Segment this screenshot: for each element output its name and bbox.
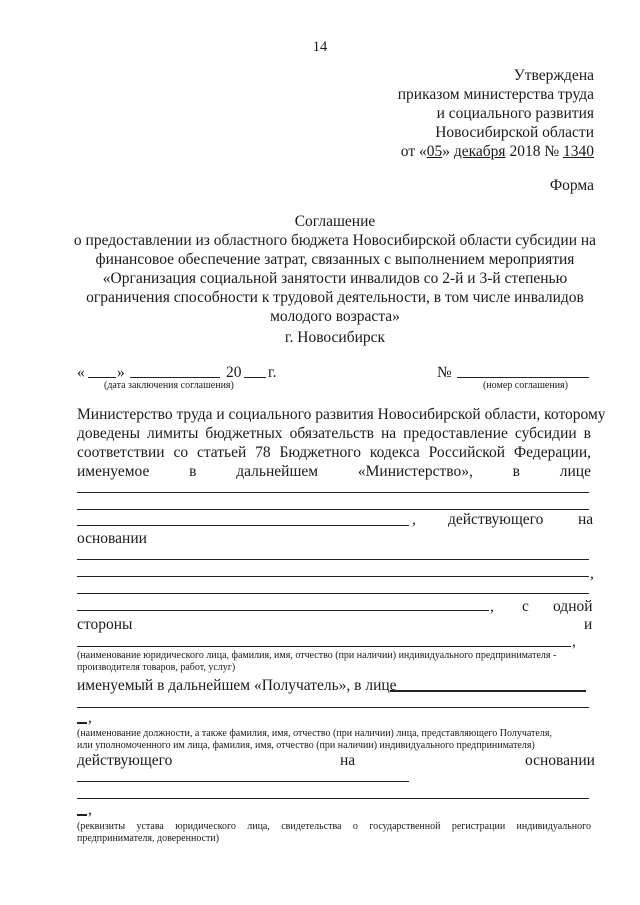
date-caption: (дата заключения соглашения) (104, 380, 234, 391)
approval-line-4: Новосибирской области (435, 124, 594, 141)
title-line-4: «Организация социальной занятости инвалидов со 2-й и 3-й степенью (102, 270, 568, 287)
quote-close: » (117, 364, 125, 381)
word-person: лице (559, 463, 591, 480)
title-line-2: о предоставлении из областного бюджета Новосибирской области субсидии на (73, 232, 597, 249)
quote-open: « (77, 364, 85, 381)
approval-day: 05 (426, 143, 443, 160)
form-label: Форма (549, 177, 594, 194)
page-number: 14 (312, 39, 328, 55)
recipient-rep-line-1[interactable] (390, 690, 586, 692)
comma-6: , (88, 801, 92, 818)
date-prefix: от « (400, 143, 427, 160)
year-prefix: 20 (226, 364, 242, 381)
number-caption: (номер соглашения) (483, 380, 568, 391)
date-mid: » (442, 143, 454, 160)
body-line-4 (77, 463, 591, 481)
word-in-2: в (512, 463, 520, 480)
caption-1-line-1: (наименование юридического лица, фамилия, имя, отчество (при наличии) индивидуального предпринимателя - (77, 650, 557, 661)
comma-5: , (88, 709, 92, 726)
year-no: 2018 № (505, 143, 563, 160)
year-suffix: г. (268, 364, 277, 381)
title-line-5: ограничения способности к трудовой деятельности, в том числе инвалидов (86, 289, 584, 306)
word-on: на (578, 511, 594, 528)
caption-3-line-1-text: (реквизиты устава юридического лица, свидетельства о государственной регистрации индивидуального (77, 821, 591, 832)
body-line-1 (77, 406, 606, 424)
word-named: именуемое (77, 463, 150, 480)
title-line-3: финансовое обеспечение затрат, связанных с выполнением мероприятия (95, 251, 575, 268)
word-on-2: на (340, 752, 356, 769)
number-blank[interactable] (457, 377, 589, 378)
ministry-basis-line-3[interactable] (77, 593, 589, 594)
number-sign: № (437, 364, 452, 381)
city: г. Новосибирск (284, 329, 386, 346)
ministry-basis-line-1[interactable] (77, 559, 589, 560)
approval-line-3: и социального развития (436, 105, 594, 122)
word-acting: действующего (448, 511, 544, 528)
word-side: стороны (77, 616, 133, 633)
day-blank[interactable] (88, 377, 116, 378)
word-basis: основании (77, 530, 147, 547)
recipient-basis-line-1[interactable] (77, 781, 409, 782)
body-line-2 (77, 425, 591, 443)
word-one: одной (553, 598, 593, 615)
comma-1: , (412, 511, 416, 528)
month-blank[interactable] (130, 377, 220, 378)
body-line-3 (77, 444, 591, 462)
comma-4: , (572, 633, 576, 650)
title-line-6: молодого возраста» (270, 308, 400, 325)
word-acting-2: действующего (77, 752, 173, 769)
body-line-3-text: соответствии со статьей 78 Бюджетного кодекса Российской Федерации, (77, 444, 591, 461)
word-ministry: «Министерство», (357, 463, 473, 480)
word-s: с (522, 598, 529, 615)
recipient-basis-line-2[interactable] (77, 798, 589, 799)
body-line-1-text: Министерство труда и социального развития Новосибирской области, которому (77, 406, 606, 423)
comma-3: , (490, 598, 494, 615)
word-further: дальнейшем (236, 463, 319, 480)
ministry-rep-line-2[interactable] (77, 509, 589, 510)
ministry-rep-line-1[interactable] (77, 492, 589, 493)
recipient-named: именуемый в дальнейшем «Получатель», в лице (77, 677, 397, 694)
approval-line-2: приказом министерства труда (397, 86, 594, 103)
body-line-2-text: доведены лимиты бюджетных обязательств на предоставление субсидии в (77, 425, 591, 442)
approval-line-1: Утверждена (513, 67, 594, 84)
word-and: и (584, 616, 593, 633)
word-basis-2: основании (525, 752, 595, 769)
approval-month: декабря (453, 143, 506, 160)
ministry-basis-line-2[interactable] (77, 576, 589, 577)
word-in: в (189, 463, 197, 480)
caption-1-line-2: производителя товаров, работ, услуг) (77, 662, 236, 673)
year-blank[interactable] (244, 377, 266, 378)
ministry-rep-line-3[interactable] (77, 525, 409, 526)
caption-2-line-2: или уполномоченного им лица, фамилия, имя, отчество (при наличии) индивидуального предпринимателя) (77, 740, 535, 751)
comma-2: , (590, 565, 594, 582)
title-line-1: Соглашение (294, 213, 376, 230)
recipient-rep-line-2[interactable] (77, 707, 589, 708)
recipient-rep-line-3[interactable] (77, 722, 87, 724)
caption-3-line-1 (77, 821, 591, 833)
ministry-basis-line-4[interactable] (77, 610, 489, 611)
approval-date (401, 143, 594, 161)
caption-2-line-1: (наименование должности, а также фамилия, имя, отчество (при наличии) лица, представляющего Получателя, (77, 728, 552, 739)
recipient-basis-line-3[interactable] (77, 814, 87, 816)
recipient-name-line[interactable] (77, 646, 571, 647)
caption-3-line-2: предпринимателя, доверенности) (77, 833, 220, 844)
order-number: 1340 (563, 143, 594, 160)
